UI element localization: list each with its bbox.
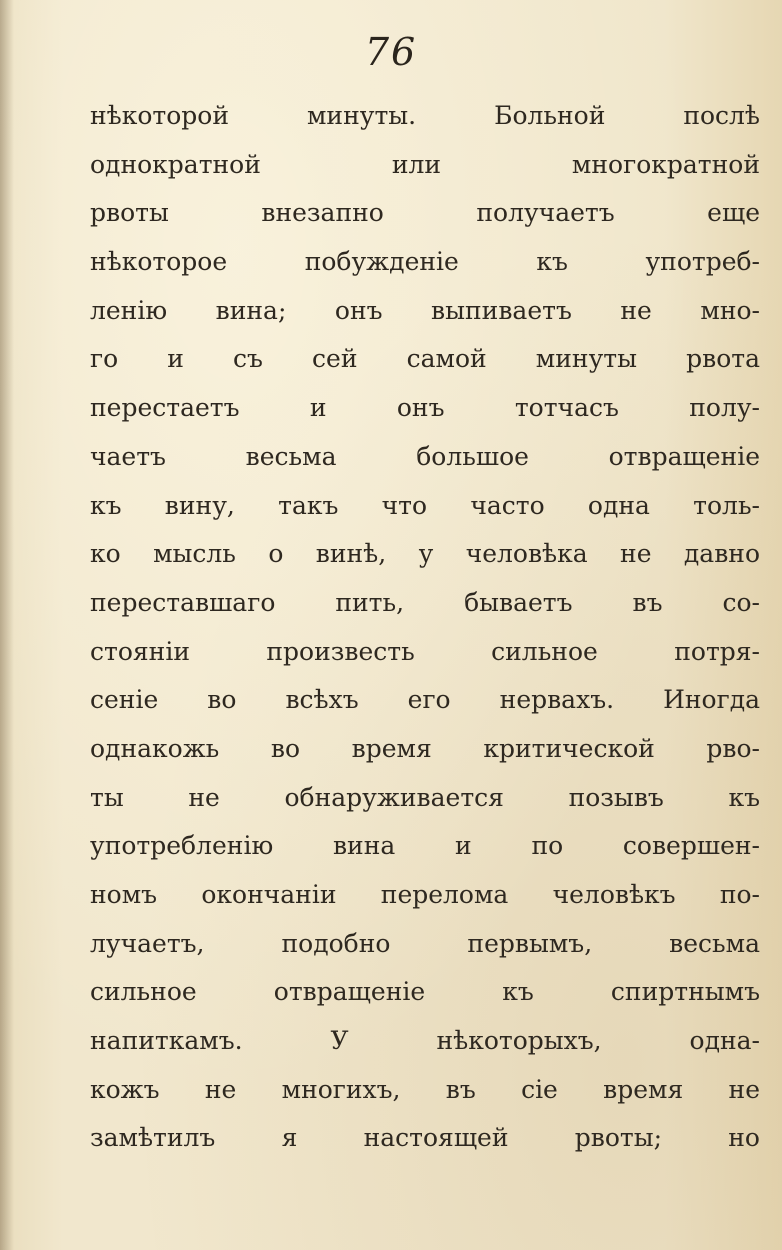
text-line: напиткамъ. У нѣкоторыхъ, одна- <box>90 1026 760 1056</box>
text-line: нѣкоторое побужденіе къ употреб- <box>90 247 760 277</box>
text-line: замѣтилъ я настоящей рвоты; но <box>90 1123 760 1153</box>
page-number: 76 <box>364 30 418 74</box>
text-line: ты не обнаруживается позывъ къ <box>90 782 760 812</box>
text-line: сеніе во всѣхъ его нервахъ. Иногда <box>90 685 760 715</box>
text-line: го и съ сей самой минуты рвота <box>90 344 760 374</box>
text-line: переставшаго пить, бываетъ въ со- <box>90 587 760 617</box>
text-line: перестаетъ и онъ тотчасъ полу- <box>90 393 760 423</box>
text-line: къ вину, такъ что часто одна толь- <box>90 490 760 520</box>
text-line: ленію вина; онъ выпиваетъ не мно- <box>90 295 760 325</box>
text-line: нѣкоторой минуты. Больной послѣ <box>90 101 760 130</box>
text-line: лучаетъ, подобно первымъ, весьма <box>90 928 760 958</box>
text-line: сильное отвращеніе къ спиртнымъ <box>90 977 760 1007</box>
text-line: номъ окончаніи перелома человѣкъ по- <box>90 880 760 909</box>
text-line: однократной или многократной <box>90 149 760 179</box>
text-line: рвоты внезапно получаетъ еще <box>90 198 760 228</box>
text-line: кожъ не многихъ, въ сіе время не <box>90 1074 760 1104</box>
text-line: ко мысль о винѣ, у человѣка не давно <box>90 539 760 569</box>
body-text <box>90 92 760 1163</box>
text-line: стояніи произвесть сильное потря- <box>90 636 760 666</box>
text-line: однакожь во время критической рво- <box>90 733 760 763</box>
text-line: чаетъ весьма большое отвращеніе <box>90 441 760 471</box>
page-left-edge-shadow <box>0 0 14 1250</box>
text-line: употребленію вина и по совершен- <box>90 831 760 861</box>
